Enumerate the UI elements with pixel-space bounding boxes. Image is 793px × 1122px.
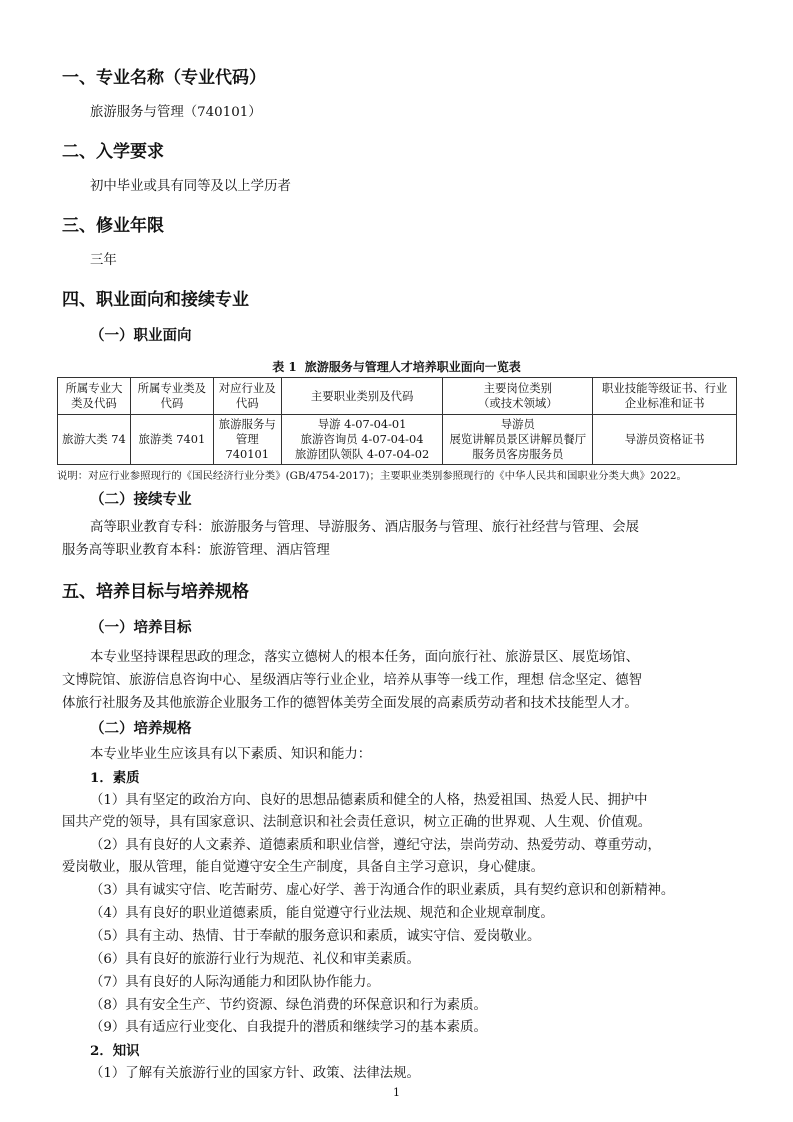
knowledge-heading: 2．知识 xyxy=(90,1043,140,1059)
major-name-text: 旅游服务与管理（740101） xyxy=(90,105,262,120)
header-cell-major-category: 所属专业大 类及代码 xyxy=(58,378,131,415)
goal-line-1: 本专业坚持课程思政的理念，落实立德树人的根本任务，面向旅行社、旅游景区、展览场馆、 xyxy=(90,650,640,665)
quality-item-2-line-2: 爱岗敬业，服从管理，能自觉遵守安全生产制度，具备自主学习意识，身心健康。 xyxy=(62,860,545,875)
section-heading-training-goals: 五、培养目标与培养规格 xyxy=(62,582,249,602)
quality-item-4: （4）具有良好的职业道德素质，能自觉遵守行业法规、规范和企业规章制度。 xyxy=(90,906,554,921)
header-cell-major-class: 所属专业类及 代码 xyxy=(130,378,213,415)
section-heading-career: 四、职业面向和接续专业 xyxy=(62,290,249,310)
table-caption-number: 表 1 xyxy=(272,360,297,374)
cell-certificates: 导游员资格证书 xyxy=(593,415,737,465)
specs-intro: 本专业毕业生应该具有以下素质、知识和能力： xyxy=(90,747,372,762)
quality-item-1-line-1: （1）具有坚定的政治方向、良好的思想品德素质和健全的人格，热爱祖国、热爱人民、拥护中 xyxy=(90,793,648,808)
quality-item-9: （9）具有适应行业变化、自我提升的潜质和继续学习的基本素质。 xyxy=(90,1020,487,1035)
continuing-majors-line-2: 服务高等职业教育本科：旅游管理、酒店管理 xyxy=(62,543,330,558)
knowledge-item-1: （1）了解有关旅游行业的国家方针、政策、法律法规。 xyxy=(90,1066,420,1081)
duration-text: 三年 xyxy=(90,253,117,268)
table-header-row xyxy=(58,378,737,415)
header-cell-industry: 对应行业及 代码 xyxy=(213,378,281,415)
cell-positions: 导游员 展览讲解员景区讲解员餐厅 服务员客房服务员 xyxy=(443,415,593,465)
goal-line-3: 体旅行社服务及其他旅游企业服务工作的德智体美劳全面发展的高素质劳动者和技术技能型人才。 xyxy=(62,696,638,711)
subheading-training-specs: （二）培养规格 xyxy=(90,721,192,737)
admission-text: 初中毕业或具有同等及以上学历者 xyxy=(90,179,291,194)
page-number: 1 xyxy=(393,1086,400,1099)
table-caption-text: 旅游服务与管理人才培养职业面向一览表 xyxy=(304,360,521,374)
table-row xyxy=(58,415,737,465)
continuing-majors-line-1: 高等职业教育专科：旅游服务与管理、导游服务、酒店服务与管理、旅行社经营与管理、会展 xyxy=(90,520,640,535)
header-cell-positions: 主要岗位类别 （或技术领域） xyxy=(443,378,593,415)
goal-line-2: 文博院馆、旅游信息咨询中心、星级酒店等行业企业，培养从事等一线工作，理想 信念坚定、德智 xyxy=(62,673,643,688)
subheading-continuing-majors: （二）接续专业 xyxy=(90,492,192,508)
subheading-career-orientation: （一）职业面向 xyxy=(90,328,192,344)
subheading-training-goal: （一）培养目标 xyxy=(90,620,192,636)
quality-heading: 1．素质 xyxy=(90,770,140,786)
table-note: 说明：对应行业参照现行的《国民经济行业分类》(GB/4754-2017)；主要职业类别参照现行的《中华人民共和国职业分类大典》2022。 xyxy=(57,470,687,482)
section-heading-major-name: 一、专业名称（专业代码） xyxy=(62,68,266,88)
quality-item-5: （5）具有主动、热情、甘于奉献的服务意识和素质，诚实守信、爱岗敬业。 xyxy=(90,929,541,944)
cell-industry: 旅游服务与 管理 740101 xyxy=(213,415,281,465)
quality-item-6: （6）具有良好的旅游行业行为规范、礼仪和审美素质。 xyxy=(90,952,420,967)
cell-major-class: 旅游类 7401 xyxy=(130,415,213,465)
table-caption xyxy=(0,358,793,375)
header-cell-certificates: 职业技能等级证书、行业 企业标准和证书 xyxy=(593,378,737,415)
quality-item-1-line-2: 国共产党的领导，具有国家意识、法制意识和社会责任意识，树立正确的世界观、人生观、价值观。 xyxy=(62,815,652,830)
quality-item-7: （7）具有良好的人际沟通能力和团队协作能力。 xyxy=(90,975,380,990)
quality-item-2-line-1: （2）具有良好的人文素养、道德素质和职业信誉，遵纪守法，崇尚劳动、热爱劳动、尊重劳动， xyxy=(90,838,661,853)
quality-item-8: （8）具有安全生产、节约资源、绿色消费的环保意识和行为素质。 xyxy=(90,998,487,1013)
section-heading-admission: 二、入学要求 xyxy=(62,142,164,162)
quality-item-3: （3）具有诚实守信、吃苦耐劳、虚心好学、善于沟通合作的职业素质，具有契约意识和创新精神。 xyxy=(90,883,675,898)
cell-occupation: 导游 4-07-04-01 旅游咨询员 4-07-04-04 旅游团队领队 4-07-04-02 xyxy=(281,415,443,465)
section-heading-duration: 三、修业年限 xyxy=(62,216,164,236)
header-cell-occupation: 主要职业类别及代码 xyxy=(281,378,443,415)
cell-major-category: 旅游大类 74 xyxy=(58,415,131,465)
career-orientation-table xyxy=(57,377,737,465)
